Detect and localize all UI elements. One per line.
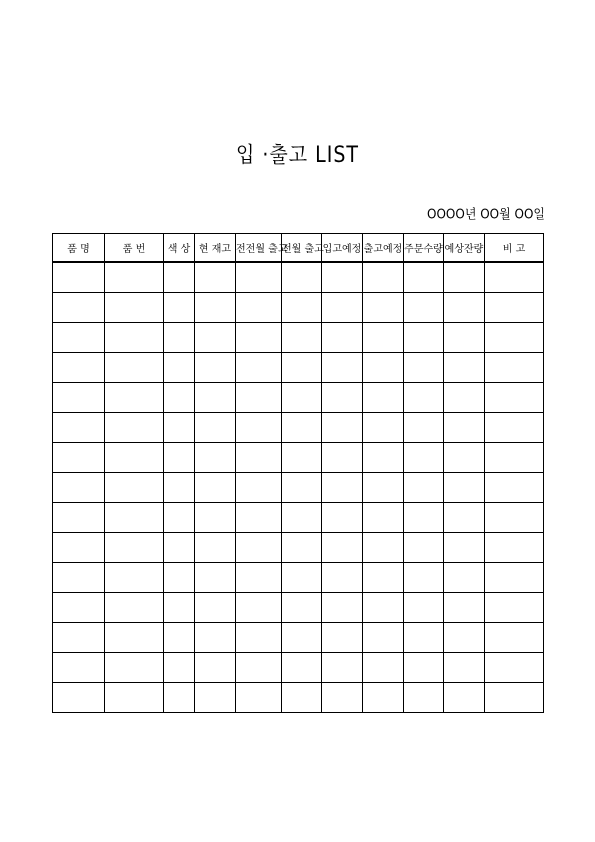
table-cell[interactable] [105, 533, 164, 563]
table-cell[interactable] [105, 593, 164, 623]
table-cell[interactable] [444, 623, 485, 653]
table-cell[interactable] [195, 293, 236, 323]
table-cell[interactable] [164, 262, 195, 293]
header-row [53, 234, 544, 263]
table-cell[interactable] [105, 653, 164, 683]
table-cell[interactable] [485, 443, 544, 473]
table-cell[interactable] [236, 262, 282, 293]
table-cell[interactable] [485, 473, 544, 503]
column-header: 색 상 [164, 234, 195, 263]
table-cell[interactable] [236, 563, 282, 593]
table-cell[interactable] [105, 623, 164, 653]
table-cell[interactable] [105, 353, 164, 383]
table-cell[interactable] [236, 473, 282, 503]
table-cell[interactable] [105, 323, 164, 353]
table-cell[interactable] [404, 443, 444, 473]
table-cell[interactable] [164, 653, 195, 683]
table-cell[interactable] [404, 383, 444, 413]
column-header: 출고예정 [363, 234, 404, 263]
table-cell[interactable] [53, 533, 105, 563]
table-cell[interactable] [444, 683, 485, 713]
table-cell[interactable] [404, 593, 444, 623]
table-cell[interactable] [444, 443, 485, 473]
table-cell[interactable] [363, 533, 404, 563]
column-header: 전월 출고 [282, 234, 322, 263]
table-cell[interactable] [282, 383, 322, 413]
table-cell[interactable] [195, 503, 236, 533]
table-row [53, 293, 544, 323]
table-cell[interactable] [485, 533, 544, 563]
table-cell[interactable] [236, 683, 282, 713]
table-cell[interactable] [53, 413, 105, 443]
table-cell[interactable] [363, 323, 404, 353]
table-cell[interactable] [485, 323, 544, 353]
table-cell[interactable] [105, 503, 164, 533]
table-cell[interactable] [322, 593, 363, 623]
table-cell[interactable] [485, 262, 544, 293]
table-cell[interactable] [404, 533, 444, 563]
table-cell[interactable] [164, 353, 195, 383]
table-cell[interactable] [282, 653, 322, 683]
table-cell[interactable] [282, 262, 322, 293]
table-row [53, 443, 544, 473]
table-cell[interactable] [485, 413, 544, 443]
table-cell[interactable] [363, 593, 404, 623]
table-cell[interactable] [164, 413, 195, 443]
table-cell[interactable] [53, 593, 105, 623]
table-row [53, 413, 544, 443]
table-cell[interactable] [485, 383, 544, 413]
table-cell[interactable] [404, 623, 444, 653]
table-cell[interactable] [363, 563, 404, 593]
table-cell[interactable] [195, 353, 236, 383]
table-cell[interactable] [404, 413, 444, 443]
table-cell[interactable] [195, 473, 236, 503]
table-cell[interactable] [404, 473, 444, 503]
table-cell[interactable] [444, 413, 485, 443]
table-cell[interactable] [105, 383, 164, 413]
table-row [53, 353, 544, 383]
table-cell[interactable] [164, 503, 195, 533]
table-cell[interactable] [282, 683, 322, 713]
table-cell[interactable] [236, 533, 282, 563]
table-cell[interactable] [282, 623, 322, 653]
table-cell[interactable] [195, 653, 236, 683]
table-cell[interactable] [195, 383, 236, 413]
table-row [53, 503, 544, 533]
table-cell[interactable] [282, 593, 322, 623]
table-cell[interactable] [363, 623, 404, 653]
table-cell[interactable] [282, 563, 322, 593]
table-header [53, 234, 544, 263]
table-cell[interactable] [105, 473, 164, 503]
table-cell[interactable] [53, 293, 105, 323]
table-cell[interactable] [53, 443, 105, 473]
table-cell[interactable] [236, 623, 282, 653]
table-cell[interactable] [53, 383, 105, 413]
table-cell[interactable] [363, 473, 404, 503]
table-cell[interactable] [404, 653, 444, 683]
table-row [53, 533, 544, 563]
column-header: 품 번 [105, 234, 164, 263]
column-header: 현 재고 [195, 234, 236, 263]
table-cell[interactable] [404, 293, 444, 323]
table-cell[interactable] [195, 262, 236, 293]
table-cell[interactable] [322, 262, 363, 293]
table-cell[interactable] [322, 383, 363, 413]
table-cell[interactable] [322, 683, 363, 713]
table-cell[interactable] [322, 503, 363, 533]
table-cell[interactable] [485, 593, 544, 623]
table-cell[interactable] [444, 593, 485, 623]
table-row [53, 623, 544, 653]
table-cell[interactable] [444, 473, 485, 503]
column-header: 주문수량 [404, 234, 444, 263]
table-cell[interactable] [363, 262, 404, 293]
table-cell[interactable] [53, 323, 105, 353]
column-header: 품 명 [53, 234, 105, 263]
table-cell[interactable] [164, 563, 195, 593]
table-cell[interactable] [444, 533, 485, 563]
table-cell[interactable] [164, 683, 195, 713]
table-cell[interactable] [444, 653, 485, 683]
table-cell[interactable] [322, 293, 363, 323]
table-row [53, 563, 544, 593]
table-cell[interactable] [282, 323, 322, 353]
table-cell[interactable] [404, 683, 444, 713]
table-cell[interactable] [195, 443, 236, 473]
table-cell[interactable] [164, 473, 195, 503]
table-cell[interactable] [105, 293, 164, 323]
document-title: 입 ·출고 LIST [235, 142, 360, 168]
table-cell[interactable] [282, 503, 322, 533]
table-cell[interactable] [444, 563, 485, 593]
table-cell[interactable] [322, 653, 363, 683]
table-cell[interactable] [363, 443, 404, 473]
table-cell[interactable] [53, 623, 105, 653]
table-cell[interactable] [164, 293, 195, 323]
table-cell[interactable] [282, 533, 322, 563]
table-cell[interactable] [53, 563, 105, 593]
table-cell[interactable] [485, 623, 544, 653]
column-header: 예상잔량 [444, 234, 485, 263]
table-cell[interactable] [53, 683, 105, 713]
table-cell[interactable] [53, 262, 105, 293]
table-cell[interactable] [236, 353, 282, 383]
table-cell[interactable] [363, 413, 404, 443]
table-cell[interactable] [363, 653, 404, 683]
table-cell[interactable] [282, 413, 322, 443]
table-cell[interactable] [236, 413, 282, 443]
table-cell[interactable] [404, 323, 444, 353]
table-row [53, 323, 544, 353]
table-cell[interactable] [195, 563, 236, 593]
table-cell[interactable] [236, 653, 282, 683]
table-cell[interactable] [322, 353, 363, 383]
table-cell[interactable] [322, 413, 363, 443]
document-date: OOOO년 OO월 OO일 [427, 206, 545, 222]
table-cell[interactable] [164, 533, 195, 563]
table-body [53, 262, 544, 713]
table-cell[interactable] [164, 323, 195, 353]
table-cell[interactable] [404, 563, 444, 593]
table-cell[interactable] [363, 293, 404, 323]
table-cell[interactable] [105, 262, 164, 293]
column-header: 비 고 [485, 234, 544, 263]
table-cell[interactable] [322, 623, 363, 653]
table-cell[interactable] [485, 653, 544, 683]
table-cell[interactable] [485, 503, 544, 533]
table-cell[interactable] [105, 563, 164, 593]
table-cell[interactable] [105, 413, 164, 443]
table-cell[interactable] [282, 443, 322, 473]
table-cell[interactable] [485, 683, 544, 713]
table-cell[interactable] [236, 293, 282, 323]
table-cell[interactable] [53, 503, 105, 533]
table-cell[interactable] [404, 353, 444, 383]
table-cell[interactable] [322, 563, 363, 593]
table-cell[interactable] [195, 413, 236, 443]
table-cell[interactable] [444, 293, 485, 323]
table-row [53, 262, 544, 293]
table-cell[interactable] [164, 443, 195, 473]
table-cell[interactable] [195, 623, 236, 653]
table-cell[interactable] [164, 593, 195, 623]
table-row [53, 683, 544, 713]
table-cell[interactable] [236, 443, 282, 473]
inventory-table [52, 233, 544, 713]
table-cell[interactable] [105, 443, 164, 473]
table-cell[interactable] [236, 503, 282, 533]
table-cell[interactable] [195, 323, 236, 353]
column-header: 입고예정 [322, 234, 363, 263]
table-cell[interactable] [282, 473, 322, 503]
table-cell[interactable] [485, 353, 544, 383]
table-cell[interactable] [195, 533, 236, 563]
table-cell[interactable] [444, 383, 485, 413]
table-cell[interactable] [236, 383, 282, 413]
table-cell[interactable] [53, 473, 105, 503]
table-cell[interactable] [444, 503, 485, 533]
table-cell[interactable] [53, 653, 105, 683]
table-row [53, 653, 544, 683]
column-header: 전전월 출고 [236, 234, 282, 263]
table-cell[interactable] [195, 683, 236, 713]
table-cell[interactable] [363, 503, 404, 533]
table-cell[interactable] [485, 293, 544, 323]
table-cell[interactable] [195, 593, 236, 623]
table-row [53, 383, 544, 413]
table-cell[interactable] [164, 383, 195, 413]
table-row [53, 473, 544, 503]
table-cell[interactable] [164, 623, 195, 653]
table-cell[interactable] [322, 533, 363, 563]
table-cell[interactable] [282, 353, 322, 383]
table-cell[interactable] [404, 262, 444, 293]
table-cell[interactable] [444, 262, 485, 293]
table-cell[interactable] [322, 473, 363, 503]
table-cell[interactable] [236, 593, 282, 623]
table-cell[interactable] [322, 443, 363, 473]
table-cell[interactable] [105, 683, 164, 713]
table-cell[interactable] [236, 323, 282, 353]
table-cell[interactable] [404, 503, 444, 533]
table-cell[interactable] [363, 383, 404, 413]
table-cell[interactable] [282, 293, 322, 323]
table-cell[interactable] [363, 353, 404, 383]
table-cell[interactable] [322, 323, 363, 353]
table-cell[interactable] [363, 683, 404, 713]
table-cell[interactable] [53, 353, 105, 383]
table-cell[interactable] [444, 353, 485, 383]
table-cell[interactable] [485, 563, 544, 593]
table-cell[interactable] [444, 323, 485, 353]
table-row [53, 593, 544, 623]
